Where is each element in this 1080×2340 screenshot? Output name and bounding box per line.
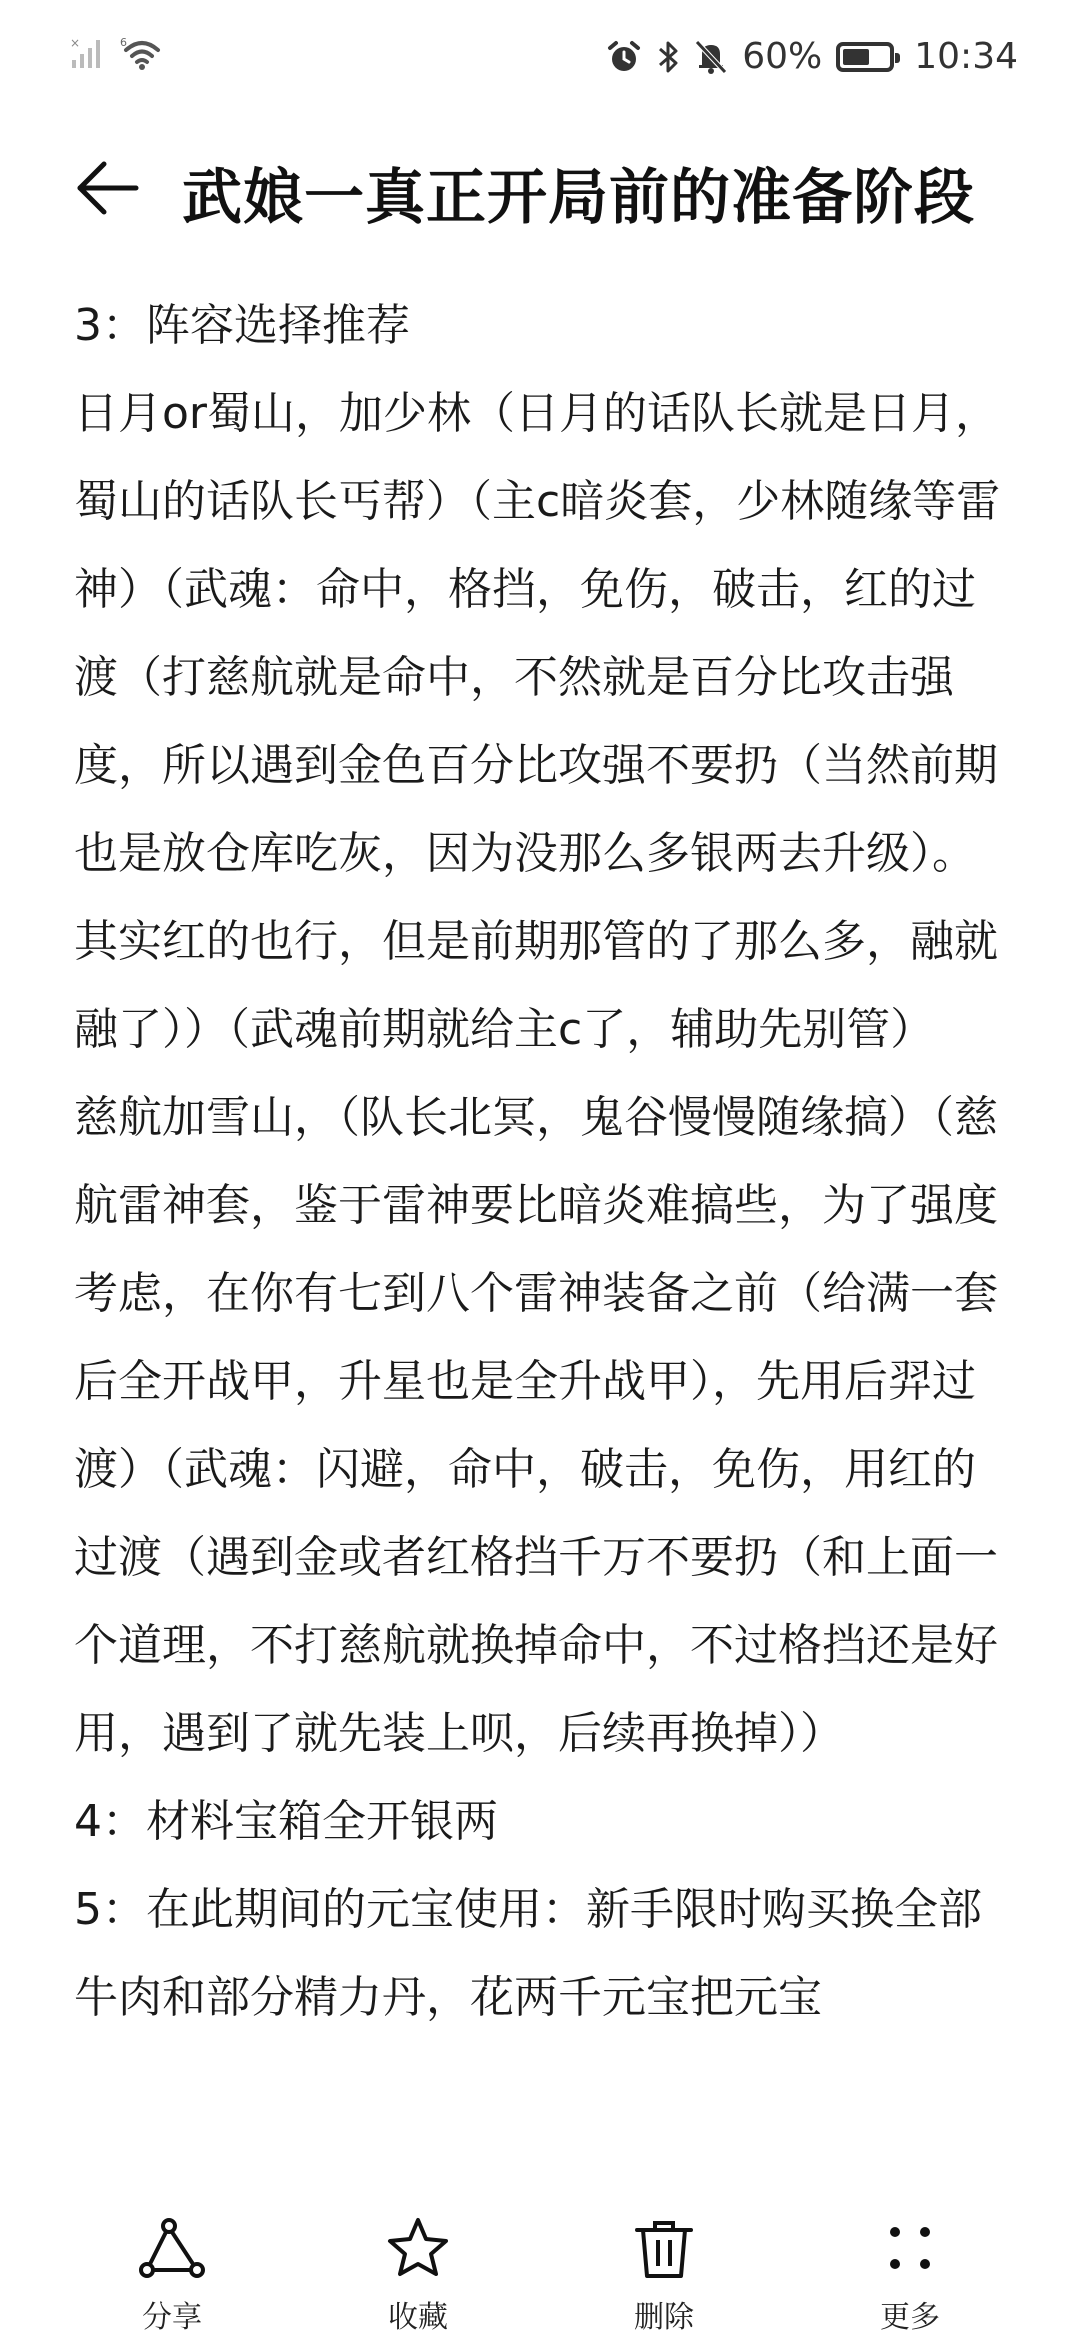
paragraph-lineup-2: 慈航加雪山，（队长北冥，鬼谷慢慢随缘搞）（慈航雷神套，鉴于雷神要比暗炎难搞些，为了强度考虑，在你有七到八个雷神装备之前（给满一套后全开战甲，升星也是全升战甲），先用后羿过渡）（武魂：闪避，命中，破击，免伤，用红的过渡（遇到金或者红格挡千万不要扔（和上面一个道理，不打慈航就换掉命中，不过格挡还是好用，遇到了就先装上呗，后续再换掉））: [74, 1092, 998, 1759]
note-content[interactable]: [74, 282, 1014, 2174]
svg-text:×: ×: [70, 36, 81, 50]
clock-time: 10:34: [914, 36, 1018, 77]
delete-label: 删除: [634, 2300, 694, 2335]
back-button[interactable]: [70, 152, 142, 224]
trash-icon: [629, 2214, 699, 2284]
paragraph-lineup-1: 日月or蜀山，加少林（日月的话队长就是日月，蜀山的话队长丐帮）（主c暗炎套，少林随缘等雷神）（武魂：命中，格挡，免伤，破击，红的过渡（打慈航就是命中，不然就是百分比攻击强度，所以遇到金色百分比攻强不要扔（当然前期也是放仓库吃灰，因为没那么多银两去升级）。其实红的也行，但是前期那管的了那么多，融就融了））（武魂前期就给主c了，辅助先别管）: [74, 388, 1001, 1055]
arrow-left-icon: [70, 152, 142, 224]
more-label: 更多: [880, 2300, 940, 2335]
bottom-action-bar: [0, 2174, 1080, 2340]
status-left: [70, 36, 164, 74]
battery-level: [843, 49, 869, 65]
paragraph-heading-3: 3：阵容选择推荐: [74, 300, 410, 351]
delete-button[interactable]: [584, 2214, 744, 2336]
status-right: [606, 36, 1018, 77]
paragraph-heading-5: 5：在此期间的元宝使用：新手限时购买换全部牛肉和部分精力丹，花两千元宝把元宝: [74, 1884, 982, 2023]
mute-icon: [694, 39, 728, 75]
share-icon: [137, 2214, 207, 2284]
more-dots-icon: [875, 2214, 945, 2284]
share-label: 分享: [142, 2300, 202, 2335]
more-button[interactable]: [830, 2214, 990, 2336]
favorite-button[interactable]: [338, 2214, 498, 2336]
favorite-label: 收藏: [388, 2300, 448, 2335]
share-button[interactable]: [92, 2214, 252, 2336]
paragraph-heading-4: 4：材料宝箱全开银两: [74, 1796, 498, 1847]
svg-text:6: 6: [120, 36, 127, 49]
no-sim-signal-icon: [70, 36, 106, 74]
page-title: 武娘一真正开局前的准备阶段: [182, 163, 975, 233]
star-icon: [383, 2214, 453, 2284]
bluetooth-icon: [656, 39, 680, 75]
battery-icon: [836, 42, 894, 72]
wifi-icon: [120, 36, 164, 74]
app-header: [0, 130, 1080, 240]
status-bar: [0, 0, 1080, 120]
battery-percent: 60%: [742, 36, 823, 77]
alarm-icon: [606, 39, 642, 75]
